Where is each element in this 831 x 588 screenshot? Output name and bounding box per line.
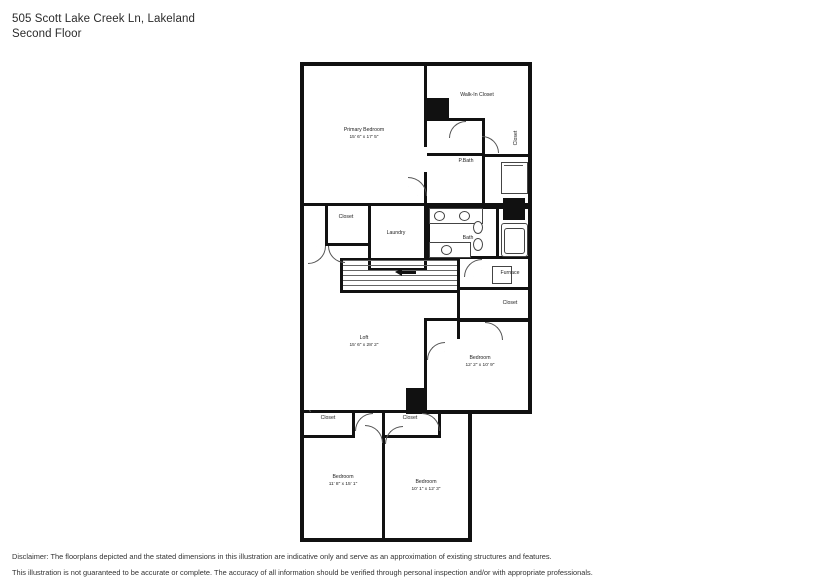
door-swing-loft-entry (309, 410, 311, 412)
disclaimer-block (12, 549, 652, 581)
stair-tread (343, 260, 457, 261)
wall-closet5-left (382, 410, 385, 438)
wall-laundry-left (368, 206, 371, 271)
wall-furnace-bottom (457, 287, 532, 290)
wall-closet4-bottom (304, 435, 355, 438)
room-label-bath: Bath (462, 235, 474, 241)
wall-block-walkin (427, 98, 449, 120)
stair-direction-arrow (395, 268, 402, 276)
room-label-furnace: Furnace (500, 270, 520, 276)
room-label-pbath: P.Bath (458, 158, 474, 164)
sink-basin (434, 211, 445, 221)
wall-closet-box (485, 154, 532, 157)
disclaimer-line-2: This illustration is not guaranteed to be accurate or complete. The accuracy of all information should be verified through personal inspection and/or with appropriate professionals. (12, 568, 593, 577)
wall-closet2-left (325, 206, 328, 246)
title-block (12, 12, 195, 42)
room-label-laundry: Laundry (386, 230, 406, 236)
stair-tread (343, 265, 457, 266)
toilet (473, 238, 483, 251)
room-label-loft: Loft 15' 6" x 28' 2" (349, 335, 379, 348)
door-swing-closet-loft (485, 322, 503, 340)
bathtub-inner (504, 228, 525, 254)
wall-lower-divider-top (304, 410, 406, 413)
room-label-bedroom-right: Bedroom 12' 2" x 10' 9" (465, 355, 495, 368)
room-label-closet-laundry: Closet (338, 214, 354, 220)
wall-exterior-right-upper (528, 62, 532, 414)
room-label-bedroom-lower-right: Bedroom 10' 1" x 12' 3" (411, 479, 441, 492)
wall-loft-right (424, 318, 427, 342)
shower-detail (504, 165, 523, 166)
door-swing-bedroom2 (427, 342, 445, 360)
door-swing-closet-upper (482, 136, 499, 153)
room-label-bedroom-lower-left: Bedroom 11' 8" x 15' 1" (328, 474, 358, 487)
wall-lower-bedroom-divider (382, 438, 385, 542)
door-swing-bath (464, 259, 482, 277)
toilet (473, 221, 483, 234)
stair-tread (343, 280, 457, 281)
shower-stall (501, 162, 528, 194)
room-label-closet-hall: Closet (502, 300, 518, 306)
disclaimer-line-1: Disclaimer: The floorplans depicted and the stated dimensions in this illustration are indicative only and serve as an approximation of existing structures and features. (12, 552, 552, 561)
wall-primary-bottom (304, 203, 427, 206)
wall-exterior-bottom (300, 538, 472, 542)
wall-block-bath (503, 198, 525, 220)
wall-exterior-left-mid (300, 206, 304, 410)
wall-stair-bottom (340, 290, 457, 293)
room-label-primary-bedroom: Primary Bedroom 15' 6" x 17' 5" (343, 127, 385, 140)
room-label-closet-lower-left: Closet (320, 415, 336, 421)
room-label-closet-lower-right: Closet (402, 415, 418, 421)
door-swing-bedroom-lower-left (365, 425, 383, 443)
wall-closet4-right (352, 410, 355, 438)
wall-bath-tub-divider (496, 209, 499, 256)
property-address: 505 Scott Lake Creek Ln, Lakeland (12, 13, 195, 25)
sink-basin (459, 211, 470, 221)
door-swing-laundry (308, 246, 326, 264)
wall-exterior-left-lower (300, 410, 304, 542)
door-swing-closet-laundry (328, 246, 345, 263)
wall-bedroom2-top (424, 318, 532, 321)
wall-pbath-top (427, 153, 485, 156)
wall-exterior-left-upper (300, 62, 304, 206)
wall-pbath-right (482, 156, 485, 206)
stair-tread (343, 285, 457, 286)
sink-basin (441, 245, 452, 255)
wall-exterior-right-lower (468, 410, 472, 542)
room-label-walkin-closet: Walk-In Closet (460, 92, 494, 98)
door-swing-closet-lower-right (385, 426, 403, 444)
wall-exterior-top (300, 62, 532, 66)
floor-label: Second Floor (12, 28, 82, 40)
wall-block-bedroom2 (406, 388, 427, 410)
door-swing-walkin (449, 121, 466, 138)
floorplan-drawing (296, 60, 536, 545)
stair-direction-arrow-stem (402, 271, 416, 274)
room-label-closet-upper: Closet (513, 130, 519, 146)
